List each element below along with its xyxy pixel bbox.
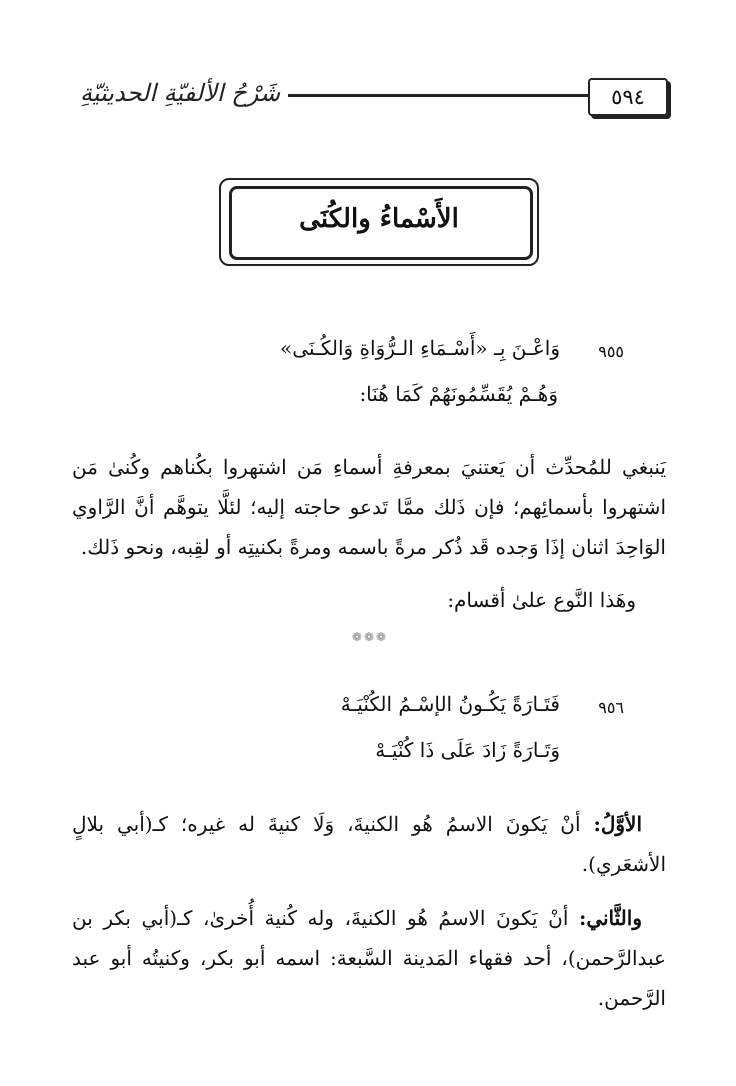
paragraph-first-type [72, 804, 666, 884]
paragraph-text: أنْ يَكونَ الاسمُ هُو الكنيةَ، وله كُنية أُخرىٰ، كـ(أبي بكر بن عبدالرَّحمن)، أحد فقهاء المَدينة السَّبعة: اسمه أبو بكر، وكنيتُه أبو عبد الرَّحمن. [72, 906, 666, 1010]
paragraph-second-type [72, 898, 666, 1018]
running-title: شَرْحُ الألفيّةِ الحديثيّةِ [79, 79, 281, 107]
verse-line-2: وَتَـارَةً زَادَ عَلَى ذَا كُنْيَـهْ [375, 738, 560, 762]
verse-line-1: وَاعْـنَ بِـ «أَسْـمَاءِ الـرُّوَاةِ وَالكُـنَى» [280, 336, 560, 360]
chapter-title: الأَسْماءُ والكُنَى [299, 204, 459, 234]
verse-number: ٩٥٥ [598, 342, 624, 361]
verse-956 [0, 690, 736, 780]
chapter-title-frame [219, 178, 539, 266]
paragraph-text: يَنبغي للمُحدِّث أن يَعتنيَ بمعرفةِ أسماءِ مَن اشتهروا بكُناهم وكُنىٰ مَن اشتهروا بأسمائِهم؛ فإن ذَلك ممَّا تَدعو حاجته إليه؛ لئلَّا يتوهَّم أنَّ الرَّاوي الوَاحِدَ اثنان إذَا وَجده قَد ذُكر مرةً باسمه ومرةً بكنيتِه أو لقِبه، ونحو ذَلك. [72, 455, 666, 559]
paragraph-lead: والثَّاني: [578, 906, 642, 930]
section-ornament: ❁❁❁ [351, 630, 389, 644]
paragraph-intro [72, 447, 666, 567]
paragraph-lead: الأوَّلُ: [593, 812, 643, 836]
verse-number: ٩٥٦ [598, 698, 624, 717]
verse-955 [0, 334, 736, 424]
page-header [70, 70, 670, 130]
header-rule [288, 94, 588, 97]
paragraph-division [72, 580, 666, 620]
page-number: ٥٩٤ [588, 78, 668, 116]
verse-line-2: وَهُـمْ يُقَسِّمُونَهُمْ كَمَا هُنَا: [359, 382, 558, 406]
verse-line-1: فَتَـارَةً يَكُـونُ الإسْـمُ الكُنْيَـهْ [340, 692, 560, 716]
paragraph-text: أنْ يَكونَ الاسمُ هُو الكنيةَ، وَلَا كنيةَ له غيره؛ كـ(أبي بلالٍ الأشعَري). [72, 812, 666, 876]
paragraph-text: وهَذا النَّوع علىٰ أقسام: [447, 588, 636, 612]
